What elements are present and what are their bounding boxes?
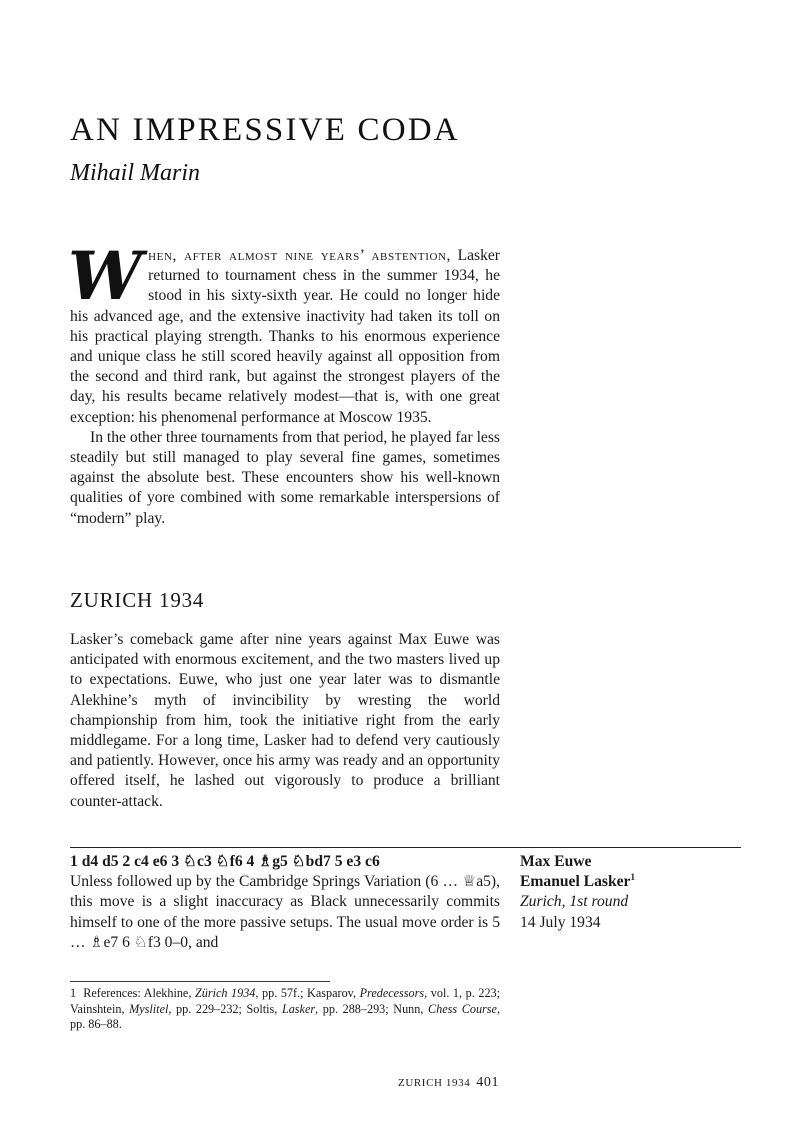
section-text [70,630,500,812]
page-number: 401 [476,1075,500,1090]
game-annotation [70,852,500,953]
white-player: Max Euwe [520,853,592,870]
footnote-part: Alekhine, [143,986,195,1000]
footnote-part: Predecessors [359,986,425,1000]
page-footer [398,1075,499,1091]
intro-paragraph-2: In the other three tournaments from that period, he played far less steadily but still managed to play several fine games, sometimes against the absolute best. These encounters show his well-known qualities of yore combined with some remarkable interspersions of “modern” play. [70,428,500,527]
game-date: 14 July 1934 [520,913,601,931]
running-head: ZURICH 1934 [398,1077,471,1089]
chapter-title: AN IMPRESSIVE CODA [70,112,460,148]
footnote-part: Myslitel [129,1001,169,1016]
intro-paragraph-1-text: Lasker returned to tournament chess in the summer 1934, he stood in his sixty-sixth year. He could no longer hide his advanced age, and the extensive inactivity had taken its toll on his practical playing strength. Thanks to his enormous experience and unique class he still scored heavily against all opposition from the second and third rank, but against the strongest players of the day, his results became relatively modest—that is, with one great exception: his phenomenal performance at Moscow 1935. [70,247,500,426]
drop-cap: W [68,237,143,315]
black-player [520,872,740,892]
intro-text [68,237,500,529]
game-moves: 1 d4 d5 2 c4 e6 3 ♘c3 ♘f6 4 ♗g5 ♘bd7 5 e3 c6 [70,853,380,870]
footnote-part: , pp. 288–293; Nunn, [315,1001,428,1016]
footnote-part: Chess Course [428,1001,497,1016]
author-name: Mihail Marin [70,160,200,186]
section-heading: ZURICH 1934 [70,588,205,612]
footnote-label: References: [83,986,141,1000]
footnote-part: , vol. 1, p. 223; Vainshtein, [70,986,501,1016]
footnote-rule [70,981,330,982]
game-event: Zurich, 1st round [520,893,629,911]
game-divider-rule [70,847,741,848]
footnote [70,986,500,1033]
footnote-part: Zürich 1934 [194,986,256,1000]
game-commentary: Unless followed up by the Cambridge Springs Variation (6 … ♕a5), this move is a slight inaccuracy as Black unnecessarily commits himself to one of the more passive setups. The usual move order is 5 … ♗e7 6 ♘f3 0–0, and [70,873,500,951]
footnote-part: , pp. 57f.; Kasparov, [255,986,360,1000]
section-paragraph: Lasker’s comeback game after nine years against Max Euwe was anticipated with enormous excitement, and the two masters lived up to expectations. Euwe, who just one year later was to dismantle Alekhine’s myth of invincibility by wresting the world championship from him, took the initiative right from the early middlegame. For a long time, Lasker had to defend very cautiously and patiently. However, once his army was ready and an opportunity offered itself, he lashed out vigorously to produce a brilliant counter-attack. [70,631,500,810]
game-header [520,852,740,933]
footnote-ref[interactable]: 1 [630,872,635,883]
footnote-part: Lasker [281,1001,316,1016]
footnote-part: , pp. 229–232; Soltis, [168,1001,282,1016]
black-player-name: Emanuel Lasker [520,873,631,891]
intro-paragraph-1 [68,237,500,428]
lead-in: hen, after almost nine years’ abstention, [148,247,452,264]
footnote-number: 1 [70,986,77,1000]
footnote-part: , pp. 86–88. [70,1001,500,1031]
